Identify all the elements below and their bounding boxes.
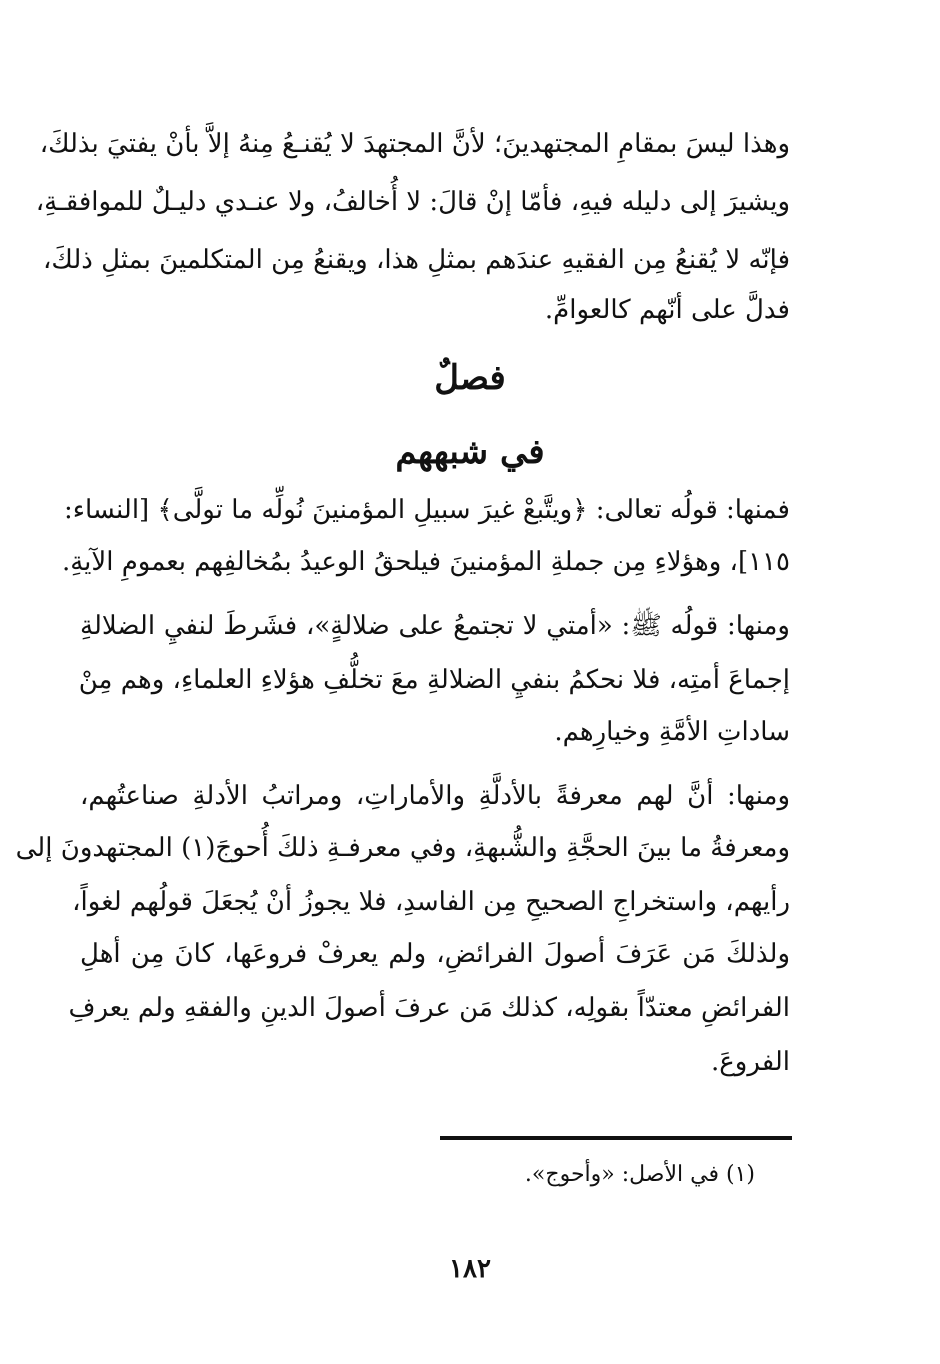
paragraph3-line: ومنها: قولُه ﷺ: «أمتي لا تجتمعُ على ضلالةٍ»، فشَرطَ لنفيِ الضلالةِ	[80, 611, 790, 641]
paragraph1-line: فدلَّ على أنّهم كالعوامِّ.	[544, 295, 790, 325]
paragraph4-line: الفرائضِ معتدّاً بقولِه، كذلك مَن عرفَ أصولَ الدينِ والفقهِ ولم يعرفِ	[68, 993, 790, 1023]
paragraph2-line: فمنها: قولُه تعالى: ﴿ويتَّبعْ غيرَ سبيلِ المؤمنينَ نُولِّه ما تولَّى﴾ [النساء:	[63, 495, 790, 525]
paragraph2-line: ١١٥]، وهؤلاءِ مِن جملةِ المؤمنينَ فيلحقُ الوعيدُ بمُخالفِهم بعمومِ الآيةِ.	[61, 547, 790, 577]
footnote: (١) في الأصل: «وأحوج».	[524, 1162, 755, 1187]
paragraph4-line: ومعرفةُ ما بينَ الحجَّةِ والشُّبهةِ، وفي معرفـةِ ذلكَ أُحوجَ(١) المجتهدونَ إلى	[15, 833, 790, 863]
page-number: ١٨٢	[449, 1254, 491, 1284]
paragraph3-line: إجماعَ أمتِه، فلا نحكمُ بنفيِ الضلالةِ معَ تخلُّفِ هؤلاءِ العلماءِ، وهم مِنْ	[78, 665, 790, 695]
paragraph4-line: ومنها: أنَّ لهم معرفةً بالأدلَّةِ والأماراتِ، ومراتبُ الأدلةِ صناعتُهم،	[80, 781, 790, 811]
section-heading: فصلٌ	[434, 358, 506, 398]
paragraph1-line: فإنّه لا يُقنعُ مِن الفقيهِ عندَهم بمثلِ هذا، ويقنعُ مِن المتكلمينَ بمثلِ ذلكَ،	[43, 245, 790, 275]
paragraph3-line: ساداتِ الأمَّةِ وخيارِهم.	[554, 717, 790, 747]
paragraph1-line: وهذا ليسَ بمقامِ المجتهدينَ؛ لأنَّ المجتهدَ لا يُقنـعُ مِنهُ إلاَّ بأنْ يفتيَ بذلكَ،	[39, 129, 790, 159]
paragraph4-line: رأيهم، واستخراجِ الصحيحِ مِن الفاسدِ، فلا يجوزُ أنْ يُجعَلَ قولُهم لغواً،	[72, 887, 790, 917]
section-subheading: في شبههم	[395, 432, 545, 472]
footnote-divider	[440, 1136, 792, 1140]
paragraph1-line: ويشيرَ إلى دليله فيهِ، فأمّا إنْ قالَ: لا أُخالفُ، ولا عنـدي دليـلٌ للموافقـةِ،	[35, 187, 790, 217]
paragraph4-line: ولذلكَ مَن عَرَفَ أصولَ الفرائضِ، ولم يعرفْ فروعَها، كانَ مِن أهلِ	[80, 939, 790, 969]
paragraph4-line: الفروعَ.	[711, 1047, 790, 1077]
